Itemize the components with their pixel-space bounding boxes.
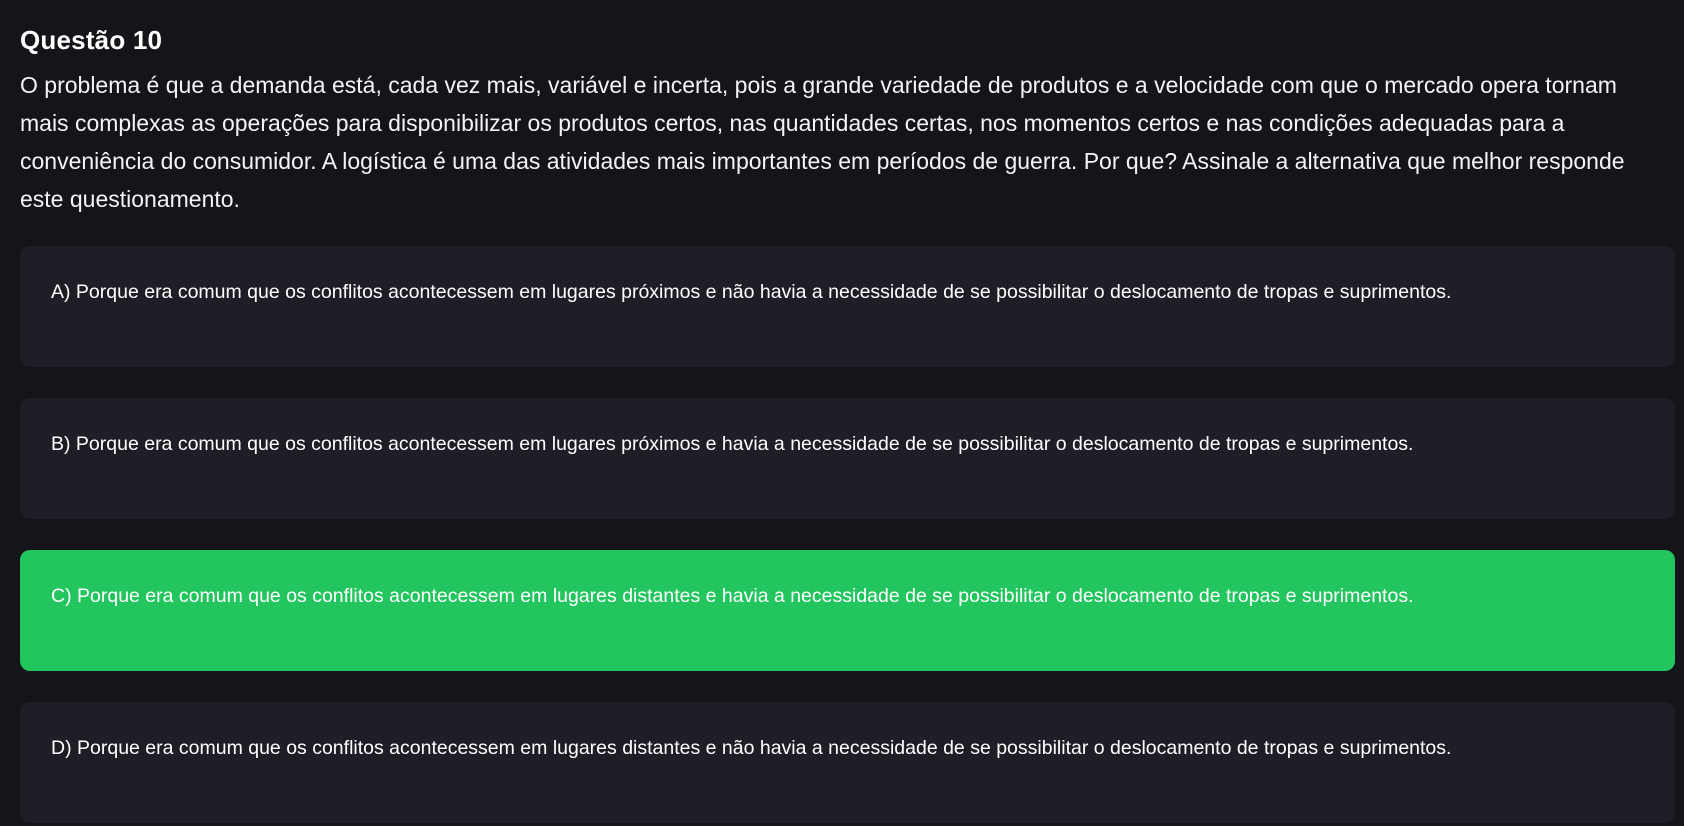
option-letter: B) (51, 433, 71, 455)
option-d[interactable] (20, 702, 1675, 823)
option-c[interactable] (20, 550, 1675, 671)
option-letter: A) (51, 281, 71, 303)
option-text: Porque era comum que os conflitos acontecessem em lugares distantes e havia a necessidade de se possibilitar o deslocamento de tropas e suprimentos. (77, 585, 1414, 607)
option-letter: D) (51, 737, 72, 759)
option-letter: C) (51, 585, 72, 607)
option-text: Porque era comum que os conflitos acontecessem em lugares próximos e não havia a necessidade de se possibilitar o deslocamento de tropas e suprimentos. (75, 281, 1452, 303)
question-title: Questão 10 (20, 25, 163, 55)
option-b[interactable] (20, 398, 1675, 519)
answer-options (20, 246, 1675, 823)
option-a[interactable] (20, 246, 1675, 367)
option-text: Porque era comum que os conflitos acontecessem em lugares próximos e havia a necessidade de se possibilitar o deslocamento de tropas e suprimentos. (75, 433, 1414, 455)
question-text: O problema é que a demanda está, cada vez mais, variável e incerta, pois a grande variedade de produtos e a velocidade com que o mercado opera tornam mais complexas as operações para disponibilizar os produtos certos, nas quantidades certas, nos momentos certos e nas condições adequadas para a conveniência do consumidor. A logística é uma das atividades mais importantes em períodos de guerra. Por que? Assinale a alternativa que melhor responde este questionamento. (20, 72, 1625, 212)
option-text: Porque era comum que os conflitos acontecessem em lugares distantes e não havia a necessidade de se possibilitar o deslocamento de tropas e suprimentos. (77, 737, 1452, 759)
